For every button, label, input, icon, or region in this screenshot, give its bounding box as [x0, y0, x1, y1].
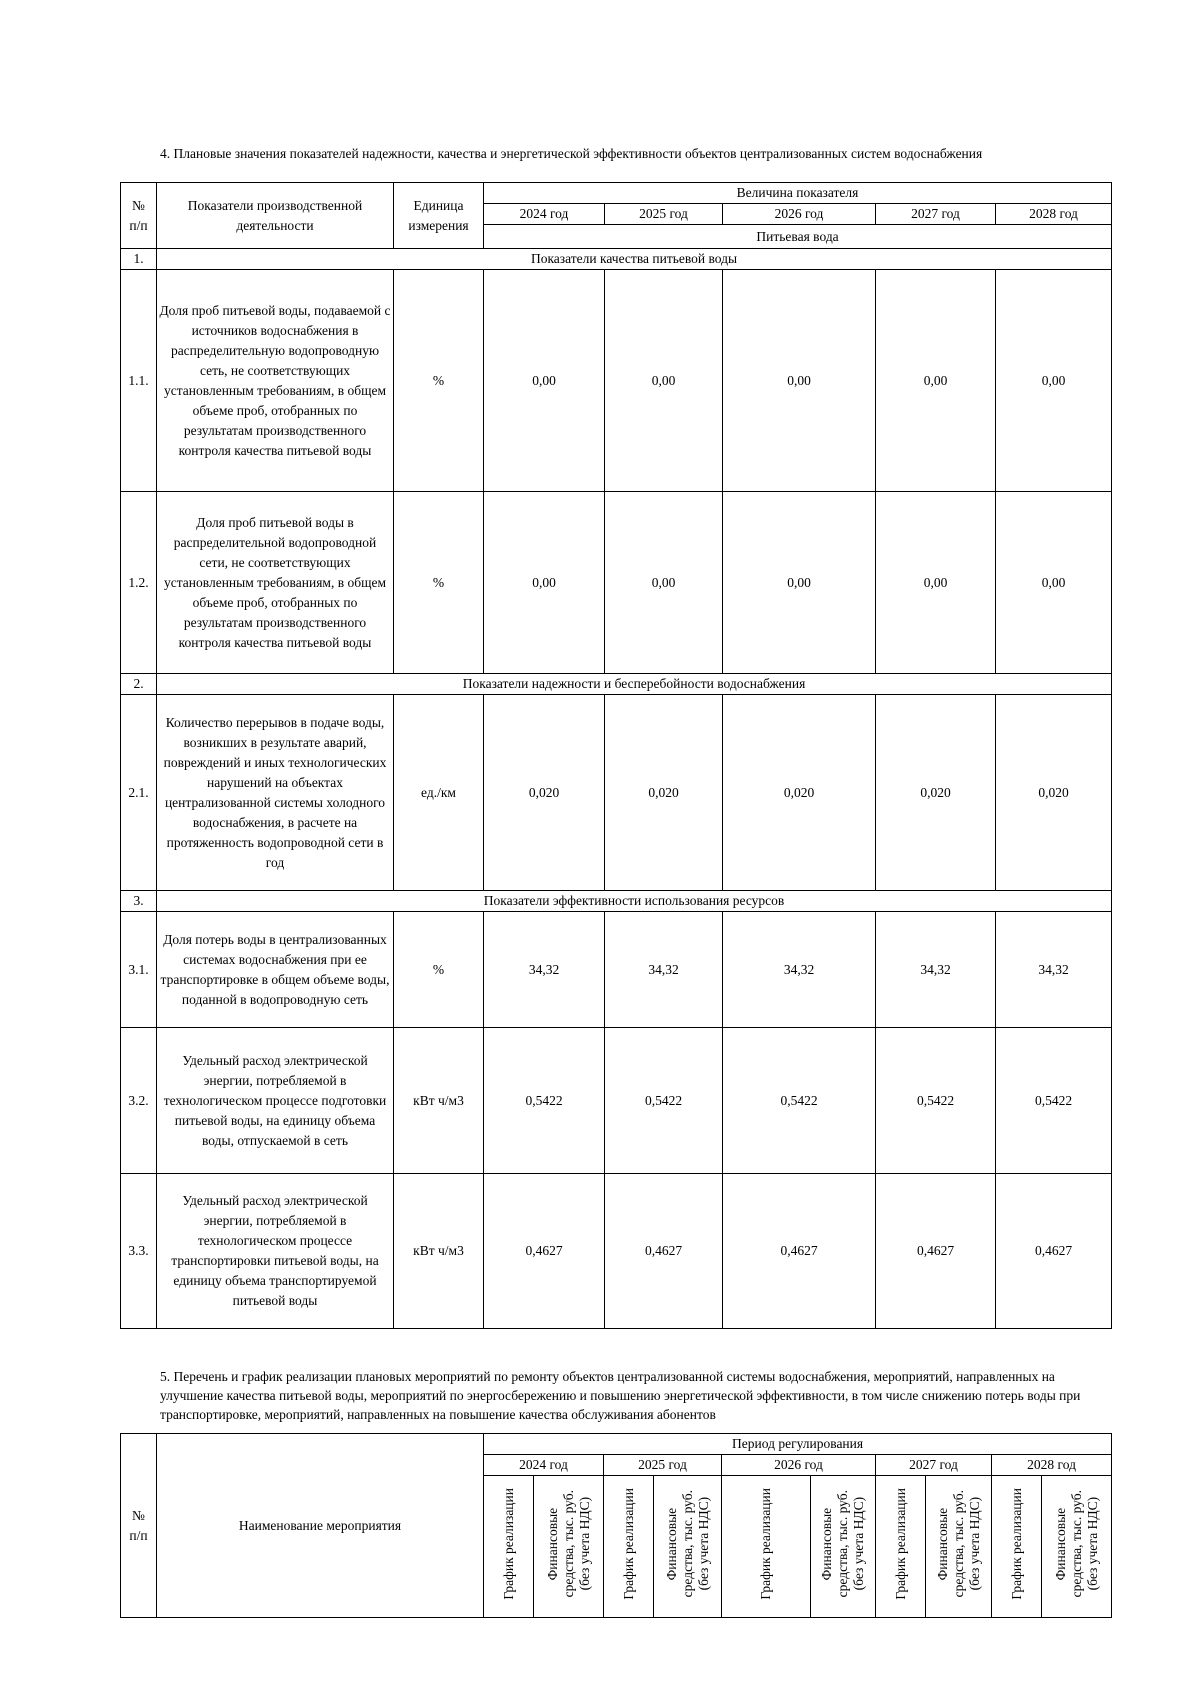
- value-cell: 0,00: [996, 492, 1112, 674]
- year-header: 2026 год: [723, 204, 876, 225]
- col-header-num: № п/п: [121, 1434, 157, 1618]
- schedule-header-label: График реализации: [500, 1487, 516, 1600]
- unit-cell: %: [394, 492, 484, 674]
- schedule-header: [876, 1476, 926, 1618]
- row-number: 1.1.: [121, 270, 157, 492]
- group-number: 3.: [121, 891, 157, 912]
- row-number: 1.2.: [121, 492, 157, 674]
- row-number: 2.1.: [121, 695, 157, 891]
- row-number: 3.1.: [121, 912, 157, 1028]
- finance-header-label: Финансовые средства, тыс. руб. (без учета НДС): [1052, 1489, 1100, 1598]
- value-cell: 0,00: [605, 270, 723, 492]
- schedule-header: [722, 1476, 811, 1618]
- col-header-indicator: Показатели производственной деятельности: [157, 183, 394, 249]
- value-cell: 0,00: [723, 270, 876, 492]
- finance-header: [654, 1476, 722, 1618]
- value-cell: 0,5422: [484, 1028, 605, 1174]
- finance-header: [926, 1476, 992, 1618]
- row-number: 3.2.: [121, 1028, 157, 1174]
- schedule-header-label: График реализации: [758, 1487, 773, 1600]
- indicator-description: Удельный расход электрической энергии, потребляемой в технологическом процессе транспортировки питьевой воды, на единицу объема транспортируемой питьевой воды: [157, 1174, 394, 1329]
- finance-header-label: Финансовые средства, тыс. руб. (без учета НДС): [663, 1489, 711, 1598]
- schedule-header-label: График реализации: [892, 1487, 908, 1600]
- value-cell: 0,00: [484, 492, 605, 674]
- value-cell: 0,020: [605, 695, 723, 891]
- value-cell: 0,020: [484, 695, 605, 891]
- year-header: 2024 год: [484, 204, 605, 225]
- unit-cell: %: [394, 270, 484, 492]
- table-row: [121, 695, 1112, 891]
- schedule-header-label: График реализации: [1008, 1487, 1024, 1600]
- finance-header: [1042, 1476, 1112, 1618]
- year-header: 2027 год: [876, 1455, 992, 1476]
- section-5-heading: 5. Перечень и график реализации плановых мероприятий по ремонту объектов централизованной системы водоснабжения, мероприятий, направленных на улучшение качества питьевой воды, мероприятий по энергосбережению и повышению энергетической эффективности, в том числе снижению потерь воды при транспортировке, мероприятий, направленных на повышение качества обслуживания абонентов: [160, 1369, 1081, 1422]
- schedule-header: [484, 1476, 534, 1618]
- finance-header-label: Финансовые средства, тыс. руб. (без учета НДС): [819, 1489, 866, 1598]
- value-cell: 0,00: [723, 492, 876, 674]
- group-title: Показатели надежности и бесперебойности водоснабжения: [157, 674, 1112, 695]
- year-header: 2026 год: [722, 1455, 876, 1476]
- table-row: [121, 270, 1112, 492]
- value-cell: 0,4627: [484, 1174, 605, 1329]
- unit-cell: кВт ч/м3: [394, 1028, 484, 1174]
- value-cell: 0,4627: [996, 1174, 1112, 1329]
- year-header: 2024 год: [484, 1455, 604, 1476]
- value-cell: 0,5422: [876, 1028, 996, 1174]
- group-title: Показатели качества питьевой воды: [157, 249, 1112, 270]
- group-number: 2.: [121, 674, 157, 695]
- indicator-description: Удельный расход электрической энергии, потребляемой в технологическом процессе подготовки питьевой воды, на единицу объема воды, отпускаемой в сеть: [157, 1028, 394, 1174]
- value-cell: 0,00: [876, 492, 996, 674]
- unit-cell: ед./км: [394, 695, 484, 891]
- year-header: 2027 год: [876, 204, 996, 225]
- value-cell: 34,32: [996, 912, 1112, 1028]
- schedule-header: [604, 1476, 654, 1618]
- value-cell: 0,4627: [876, 1174, 996, 1329]
- value-cell: 0,5422: [723, 1028, 876, 1174]
- finance-header-label: Финансовые средства, тыс. руб. (без учета НДС): [934, 1489, 982, 1598]
- finance-header: [534, 1476, 604, 1618]
- table-row: [121, 492, 1112, 674]
- table-row: [121, 1028, 1112, 1174]
- schedule-header-label: График реализации: [620, 1487, 636, 1600]
- section-4-heading: 4. Плановые значения показателей надежности, качества и энергетической эффективности объектов централизованных систем водоснабжения: [160, 146, 983, 161]
- year-header: 2028 год: [996, 204, 1112, 225]
- finance-header: [811, 1476, 876, 1618]
- row-number: 3.3.: [121, 1174, 157, 1329]
- year-header: 2025 год: [604, 1455, 722, 1476]
- indicators-table: [120, 182, 1112, 1329]
- unit-cell: кВт ч/м3: [394, 1174, 484, 1329]
- value-cell: 0,4627: [605, 1174, 723, 1329]
- schedule-header: [992, 1476, 1042, 1618]
- value-cell: 0,00: [876, 270, 996, 492]
- value-cell: 0,00: [484, 270, 605, 492]
- group-title: Показатели эффективности использования ресурсов: [157, 891, 1112, 912]
- value-cell: 0,00: [996, 270, 1112, 492]
- indicator-description: Доля потерь воды в централизованных системах водоснабжения при ее транспортировке в общем объеме воды, поданной в водопроводную сеть: [157, 912, 394, 1028]
- unit-cell: %: [394, 912, 484, 1028]
- col-header-measure-name: Наименование мероприятия: [157, 1434, 484, 1618]
- value-cell: 0,020: [876, 695, 996, 891]
- value-cell: 0,020: [996, 695, 1112, 891]
- col-header-period: Период регулирования: [484, 1434, 1112, 1455]
- value-cell: 0,00: [605, 492, 723, 674]
- col-header-unit: Единица измерения: [394, 183, 484, 249]
- col-header-num: № п/п: [121, 183, 157, 249]
- measures-table: [120, 1433, 1112, 1618]
- value-cell: 34,32: [876, 912, 996, 1028]
- value-cell: 34,32: [484, 912, 605, 1028]
- value-cell: 34,32: [723, 912, 876, 1028]
- indicator-description: Доля проб питьевой воды, подаваемой с источников водоснабжения в распределительную водопроводную сеть, не соответствующих установленным требованиям, в общем объеме проб, отобранных по результатам производственного контроля качества питьевой воды: [157, 270, 394, 492]
- col-header-value: Величина показателя: [484, 183, 1112, 204]
- finance-header-label: Финансовые средства, тыс. руб. (без учета НДС): [544, 1489, 592, 1598]
- year-header: 2025 год: [605, 204, 723, 225]
- table-row: [121, 1174, 1112, 1329]
- value-cell: 34,32: [605, 912, 723, 1028]
- indicator-description: Доля проб питьевой воды в распределительной водопроводной сети, не соответствующих установленным требованиям, в общем объеме проб, отобранных по результатам производственного контроля качества питьевой воды: [157, 492, 394, 674]
- value-cell: 0,5422: [605, 1028, 723, 1174]
- water-type-header: Питьевая вода: [484, 225, 1112, 249]
- group-number: 1.: [121, 249, 157, 270]
- value-cell: 0,020: [723, 695, 876, 891]
- indicator-description: Количество перерывов в подаче воды, возникших в результате аварий, повреждений и иных технологических нарушений на объектах централизованной системы холодного водоснабжения, в расчете на протяженность водопроводной сети в год: [157, 695, 394, 891]
- year-header: 2028 год: [992, 1455, 1112, 1476]
- value-cell: 0,4627: [723, 1174, 876, 1329]
- table-row: [121, 912, 1112, 1028]
- value-cell: 0,5422: [996, 1028, 1112, 1174]
